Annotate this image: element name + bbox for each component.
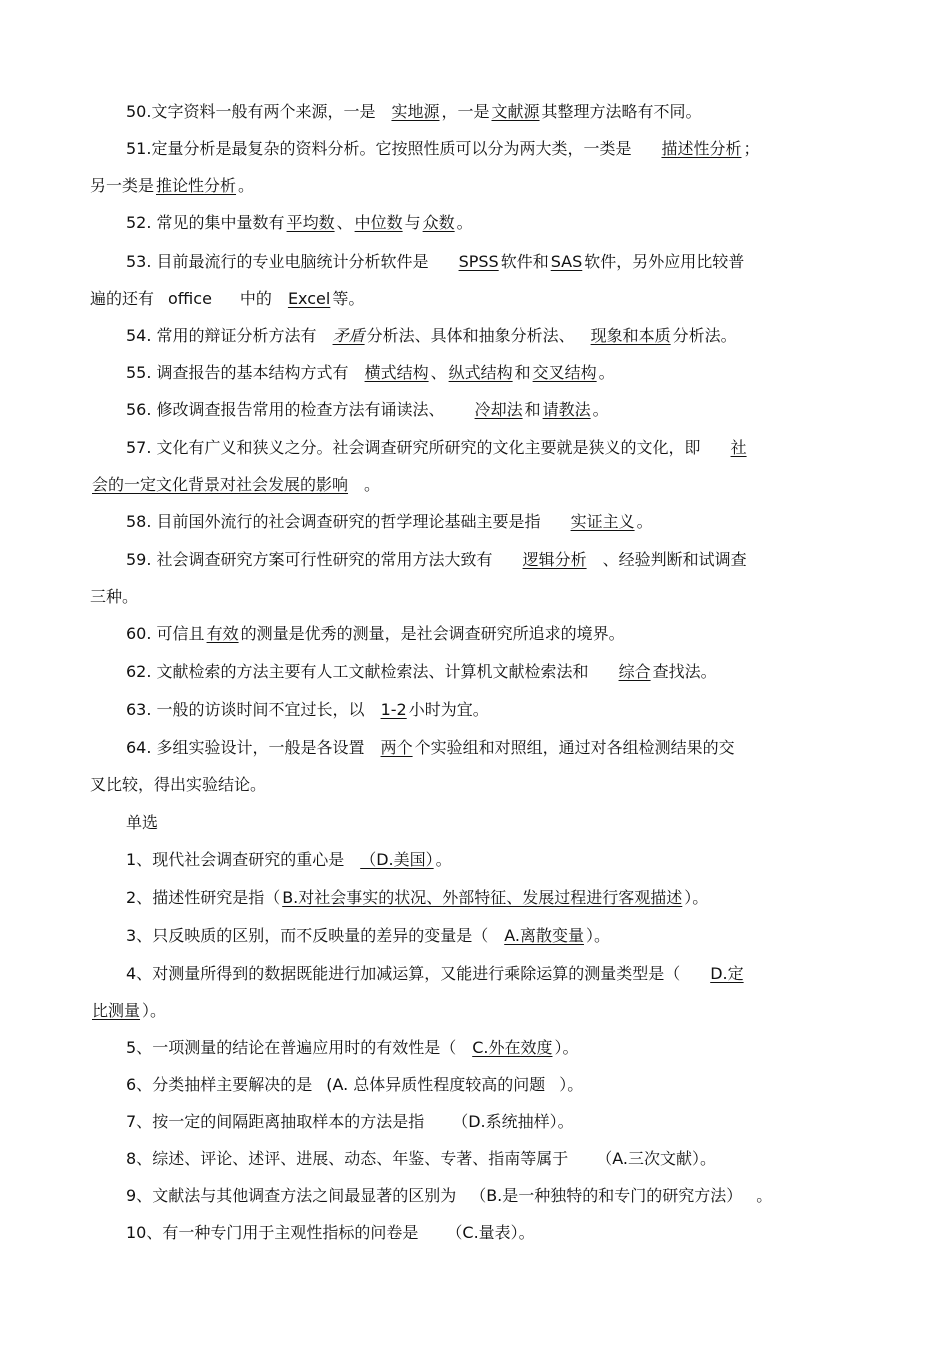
item-59: 59. 社会调查研究方案可行性研究的常用方法大致有 逻辑分析 、经验判断和试调查 [126, 550, 747, 569]
mc-2: 2、描述性研究是指（ B.对社会事实的状况、外部特征、发展过程进行客观描述 ）。 [126, 888, 709, 907]
answer-blank: A.离散变量 [504, 926, 584, 945]
answer-blank: 矛盾 [332, 326, 365, 345]
answer-blank: 横式结构 [364, 363, 429, 382]
item-57: 57. 文化有广义和狭义之分。社会调查研究所研究的文化主要就是狭义的文化，即 社 [126, 438, 747, 457]
section-title: 单选 [126, 813, 159, 832]
answer-blank: 文献源 [491, 102, 540, 121]
answer-blank: 平均数 [286, 213, 335, 232]
answer-blank: Excel [287, 289, 331, 308]
answer-blank: 有效 [206, 624, 239, 643]
answer-blank: （D.美国） [360, 850, 434, 869]
mc-5: 5、一项测量的结论在普遍应用时的有效性是（ C.外在效度 ）。 [126, 1038, 579, 1057]
answer-blank: 请教法 [542, 400, 591, 419]
item-56: 56. 修改调查报告常用的检查方法有诵读法、 冷却法 和 请教法 。 [126, 400, 609, 419]
item-64-cont: 叉比较，得出实验结论。 [90, 775, 267, 794]
mc-6: 6、分类抽样主要解决的是 (A. 总体异质性程度较高的问题 ）。 [126, 1075, 584, 1094]
answer-blank: 会的一定文化背景对社会发展的影响 [92, 475, 349, 494]
mc-4: 4、对测量所得到的数据既能进行加减运算，又能进行乘除运算的测量类型是（ D.定 [126, 964, 744, 983]
mc-10: 10、有一种专门用于主观性指标的问卷是 （C.量表）。 [126, 1223, 535, 1242]
item-57-cont: 会的一定文化背景对社会发展的影响 。 [92, 475, 381, 494]
item-60: 60. 可信且 有效 的测量是优秀的测量，是社会调查研究所追求的境界。 [126, 624, 625, 643]
answer-blank: B.对社会事实的状况、外部特征、发展过程进行客观描述 [282, 888, 683, 907]
answer-blank: 综合 [618, 662, 651, 681]
answer-blank: 众数 [422, 213, 455, 232]
answer-blank: 逻辑分析 [522, 550, 587, 569]
answer-blank: 1-2 [380, 700, 407, 719]
answer-blank: 实地源 [391, 102, 440, 121]
answer-blank: 两个 [380, 738, 413, 757]
answer-blank: 中位数 [354, 213, 403, 232]
item-63: 63. 一般的访谈时间不宜过长，以 1-2 小时为宜。 [126, 700, 489, 719]
item-53: 53. 目前最流行的专业电脑统计分析软件是 SPSS 软件和 SAS 软件，另外应用比较普 [126, 252, 745, 271]
item-51: 51.定量分析是最复杂的资料分析。它按照性质可以分为两大类，一类是 描述性分析 ； [126, 139, 760, 158]
item-62: 62. 文献检索的方法主要有人工文献检索法、计算机文献检索法和 综合 查找法。 [126, 662, 717, 681]
answer-blank: 交叉结构 [532, 363, 597, 382]
mc-9: 9、文献法与其他调查方法之间最显著的区别为 （B.是一种独特的和专门的研究方法） 。 [126, 1186, 773, 1205]
answer-blank: 冷却法 [474, 400, 523, 419]
item-64: 64. 多组实验设计，一般是各设置 两个 个实验组和对照组，通过对各组检测结果的交 [126, 738, 735, 757]
answer-blank: 实证主义 [570, 512, 635, 531]
answer-blank: SAS [550, 252, 583, 271]
item-51-cont: 另一类是 推论性分析 。 [90, 176, 255, 195]
answer-blank: D.定 [710, 964, 744, 983]
item-52: 52. 常见的集中量数有 平均数 、 中位数 与 众数 。 [126, 213, 473, 232]
item-53-cont: 遍的还有 office 中的 Excel 等。 [90, 289, 365, 308]
answer-blank: 纵式结构 [448, 363, 513, 382]
item-50: 50.文字资料一般有两个来源，一是 实地源 ，一是 文献源 其整理方法略有不同。 [126, 102, 702, 121]
item-58: 58. 目前国外流行的社会调查研究的哲学理论基础主要是指 实证主义 。 [126, 512, 653, 531]
answer-blank: SPSS [458, 252, 499, 271]
answer-blank: 推论性分析 [156, 176, 237, 195]
mc-4-cont: 比测量 ）。 [92, 1001, 167, 1020]
answer-blank: 社 [730, 438, 747, 457]
mc-7: 7、按一定的间隔距离抽取样本的方法是指 （D.系统抽样）。 [126, 1112, 574, 1131]
mc-3: 3、只反映质的区别，而不反映量的差异的变量是（ A.离散变量 ）。 [126, 926, 610, 945]
item-54: 54. 常用的辩证分析方法有 矛盾 分析法、具体和抽象分析法、 现象和本质 分析法。 [126, 326, 737, 345]
item-55: 55. 调查报告的基本结构方式有 横式结构 、 纵式结构 和 交叉结构 。 [126, 363, 615, 382]
answer-blank: 比测量 [92, 1001, 141, 1020]
answer-blank: C.外在效度 [472, 1038, 553, 1057]
mc-1: 1、现代社会调查研究的重心是 （D.美国） 。 [126, 850, 452, 869]
item-59-cont: 三种。 [90, 587, 139, 606]
answer-blank: 描述性分析 [661, 139, 742, 158]
answer-blank: 现象和本质 [590, 326, 671, 345]
mc-8: 8、综述、评论、述评、进展、动态、年鉴、专著、指南等属于 （A.三次文献）。 [126, 1149, 716, 1168]
